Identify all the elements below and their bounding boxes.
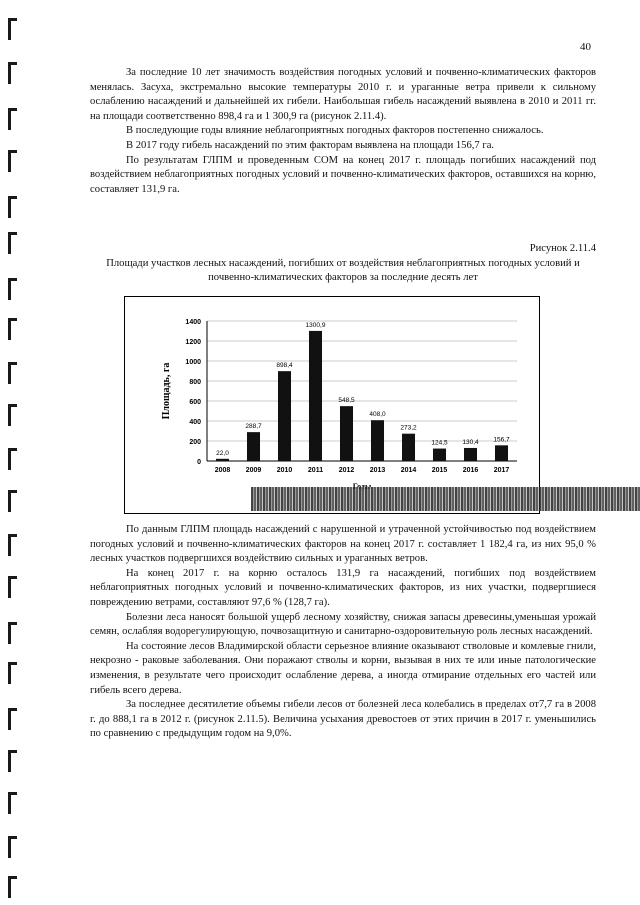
- scan-noise-band: [251, 487, 640, 511]
- bar-chart: [125, 297, 539, 513]
- x-tick-label: 2012: [338, 467, 355, 474]
- body-text-bottom: [90, 523, 596, 742]
- bar: [402, 434, 415, 461]
- bar: [247, 432, 260, 461]
- page-number: 40: [580, 41, 591, 53]
- data-label: 156,7: [493, 436, 510, 444]
- data-label: 548,5: [338, 397, 355, 405]
- x-tick-label: 2015: [431, 467, 448, 474]
- bar: [371, 420, 384, 461]
- paragraph: На конец 2017 г. на корню осталось 131,9 га насаждений, погибших под воздействием неблагоприятных погодных условий и почвенно-климатических факторов, из них участки, подвергшиеся повреждению ветрами, составляют 97,6 % (128,7 га).: [90, 567, 596, 608]
- y-axis-title: Площадь, га: [161, 362, 172, 420]
- paragraph: За последние 10 лет значимость воздействия погодных условий и почвенно-климатических факторов менялась. Засуха, экстремально высокие температуры 2010 г. и ураганные ветра привели к сильному ослаблению насаждений и дальнейшей их гибели. Наибольшая гибель насаждений выявлена в 2010 и 2011 гг. на площади соответственно 898,4 га и 1 300,9 га (рисунок 2.11.4).: [90, 67, 596, 122]
- y-tick-label: 200: [189, 439, 201, 446]
- data-label: 288,7: [245, 423, 262, 431]
- bar: [433, 449, 446, 461]
- data-label: 273,2: [400, 424, 417, 432]
- figure-label: Рисунок 2.11.4: [529, 243, 596, 254]
- bar: [464, 448, 477, 461]
- paragraph: На состояние лесов Владимирской области серьезное влияние оказывают стволовые и комлевые гнили, некрозно - раковые заболевания. Они поражают стволы и корни, вызывая в них те или иные патологические изменения, в результате чего происходит ослабление дерева, а иногда отмирание отдельных его частей или гибель всего дерева.: [90, 640, 596, 696]
- bar: [495, 445, 508, 461]
- y-tick-label: 800: [189, 379, 201, 386]
- y-tick-label: 0: [197, 459, 201, 466]
- y-tick-label: 600: [189, 399, 201, 406]
- paragraph: Болезни леса наносят большой ущерб лесному хозяйству, снижая запасы древесины,уменьшая урожай семян, ослабляя водорегулирующую, почвозащитную и санитарно-оздоровительную роль лесных насаждений.: [90, 611, 596, 638]
- x-tick-label: 2014: [400, 467, 417, 474]
- paragraph: По результатам ГЛПМ и проведенным СОМ на конец 2017 г. площадь погибших насаждений под воздействием неблагоприятных погодных условий и почвенно-климатических факторов, оставшихся на корню, составляет 131,9 га.: [90, 154, 596, 195]
- chart-frame: [124, 296, 540, 514]
- data-label: 124,5: [431, 439, 448, 447]
- x-tick-label: 2008: [214, 467, 231, 474]
- bar: [278, 371, 291, 461]
- binder-holes: [8, 0, 22, 905]
- data-label: 1300,9: [305, 321, 326, 329]
- bar: [216, 459, 229, 461]
- data-label: 130,4: [462, 438, 479, 446]
- y-tick-label: 1000: [185, 359, 201, 366]
- bar: [340, 406, 353, 461]
- paragraph: По данным ГЛПМ площадь насаждений с нарушенной и утраченной устойчивостью под воздействием погодных условий и почвенно-климатических факторов на конец 2017 г. составляет 1 182,4 га, из них 95,0 % лесных участков подвергшихся воздействию сильных и ураганных ветров.: [90, 524, 596, 565]
- y-tick-label: 1200: [185, 339, 201, 346]
- paragraph: За последнее десятилетие объемы гибели лесов от болезней леса колебались в пределах от7,7 га в 2008 г. до 888,1 га в 2012 г. (рисунок 2.11.5). Величина усыхания древостоев от этих причин в 2017 г. уменьшились по сравнению с предыдущим годом на 9,0%.: [90, 699, 596, 740]
- x-tick-label: 2013: [369, 467, 386, 474]
- body-text-top: [90, 66, 596, 197]
- paragraph: В 2017 году гибель насаждений по этим факторам выявлена на площади 156,7 га.: [126, 139, 495, 151]
- y-tick-label: 1400: [185, 319, 201, 326]
- data-label: 408,0: [369, 411, 386, 419]
- x-tick-label: 2017: [493, 467, 510, 474]
- x-tick-label: 2010: [276, 467, 293, 474]
- x-tick-label: 2009: [245, 467, 262, 474]
- data-label: 22,0: [216, 449, 229, 457]
- paragraph: В последующие годы влияние неблагоприятных погодных факторов постепенно снижалось.: [126, 125, 544, 137]
- x-tick-label: 2011: [307, 467, 324, 474]
- x-tick-label: 2016: [462, 467, 479, 474]
- figure-title: Площади участков лесных насаждений, погибших от воздействия неблагоприятных погодных условий и почвенно-климатических факторов за последние десять лет: [106, 258, 580, 283]
- data-label: 898,4: [276, 362, 293, 370]
- y-tick-label: 400: [189, 419, 201, 426]
- bar: [309, 331, 322, 461]
